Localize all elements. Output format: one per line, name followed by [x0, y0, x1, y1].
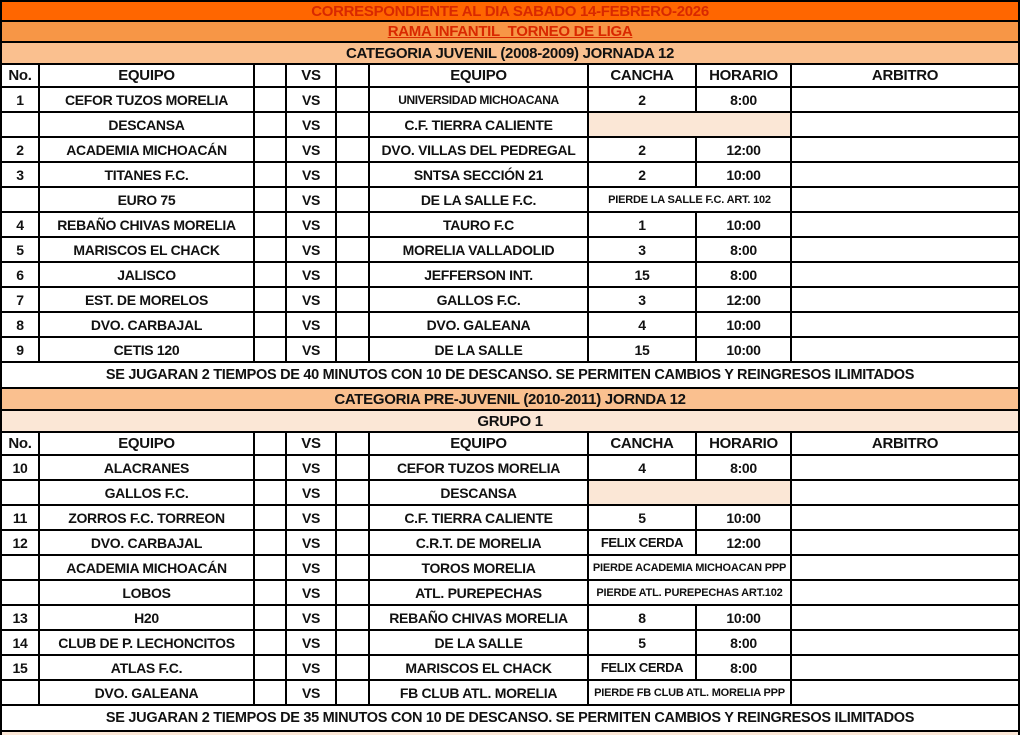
row-number-cell	[1, 112, 39, 137]
spacer-cell	[336, 555, 369, 580]
arbitro-cell	[791, 630, 1019, 655]
result-note-cell: PIERDE ATL. PUREPECHAS ART.102	[588, 580, 791, 605]
spacer-cell	[336, 655, 369, 680]
arbitro-cell	[791, 555, 1019, 580]
row-number-cell	[1, 480, 39, 505]
home-team-cell: H20	[39, 605, 254, 630]
cancha-cell: FELIX CERDA	[588, 655, 696, 680]
vs-cell: VS	[286, 655, 336, 680]
vs-cell: VS	[286, 505, 336, 530]
match-row	[1, 555, 1019, 580]
vs-cell: VS	[286, 87, 336, 112]
group-title: GRUPO 1	[1, 410, 1019, 432]
home-team-cell: JALISCO	[39, 262, 254, 287]
home-team-cell: ACADEMIA MICHOACÁN	[39, 137, 254, 162]
column-header-vs: VS	[286, 64, 336, 87]
spacer-cell	[336, 112, 369, 137]
column-header-cancha: CANCHA	[588, 432, 696, 455]
home-team-cell: CEFOR TUZOS MORELIA	[39, 87, 254, 112]
row-number-cell: 7	[1, 287, 39, 312]
spacer-cell	[336, 312, 369, 337]
match-row	[1, 455, 1019, 480]
column-header-equipo-away: EQUIPO	[369, 64, 588, 87]
row-number-cell: 15	[1, 655, 39, 680]
spacer-header-cell	[254, 432, 286, 455]
home-team-cell: DESCANSA	[39, 112, 254, 137]
arbitro-cell	[791, 87, 1019, 112]
spacer-cell	[254, 312, 286, 337]
arbitro-cell	[791, 337, 1019, 362]
column-header-row	[1, 64, 1019, 87]
cancha-cell: 3	[588, 287, 696, 312]
vs-cell: VS	[286, 480, 336, 505]
horario-cell: 12:00	[696, 137, 791, 162]
horario-cell: 8:00	[696, 237, 791, 262]
away-team-cell: DE LA SALLE	[369, 630, 588, 655]
away-team-cell: FB CLUB ATL. MORELIA	[369, 680, 588, 705]
away-team-cell: JEFFERSON INT.	[369, 262, 588, 287]
arbitro-cell	[791, 530, 1019, 555]
category-header-row	[1, 42, 1019, 64]
match-row	[1, 212, 1019, 237]
horario-cell: 10:00	[696, 505, 791, 530]
vs-cell: VS	[286, 112, 336, 137]
column-header-horario: HORARIO	[696, 64, 791, 87]
away-team-cell: DE LA SALLE	[369, 337, 588, 362]
arbitro-cell	[791, 212, 1019, 237]
spacer-cell	[254, 530, 286, 555]
spacer-cell	[336, 287, 369, 312]
result-note-cell: PIERDE LA SALLE F.C. ART. 102	[588, 187, 791, 212]
match-row	[1, 187, 1019, 212]
spacer-cell	[254, 237, 286, 262]
section-note-row	[1, 705, 1019, 731]
spacer-cell	[254, 112, 286, 137]
spacer-cell	[336, 580, 369, 605]
horario-cell: 8:00	[696, 455, 791, 480]
home-team-cell: CETIS 120	[39, 337, 254, 362]
row-number-cell: 10	[1, 455, 39, 480]
horario-cell: 8:00	[696, 630, 791, 655]
away-team-cell: DVO. VILLAS DEL PEDREGAL	[369, 137, 588, 162]
cancha-cell: 4	[588, 455, 696, 480]
home-team-cell: DVO. CARBAJAL	[39, 530, 254, 555]
vs-cell: VS	[286, 262, 336, 287]
cancha-cell: 5	[588, 630, 696, 655]
row-number-cell: 6	[1, 262, 39, 287]
match-row	[1, 337, 1019, 362]
spacer-cell	[336, 680, 369, 705]
section-note-text: SE JUGARAN 2 TIEMPOS DE 35 MINUTOS CON 10 DE DESCANSO. SE PERMITEN CAMBIOS Y REINGRESOS ILIMITADOS	[1, 705, 1019, 731]
next-group-row-partial	[1, 731, 1019, 735]
home-team-cell: ZORROS F.C. TORREON	[39, 505, 254, 530]
cancha-cell: 2	[588, 137, 696, 162]
away-team-cell: DE LA SALLE F.C.	[369, 187, 588, 212]
horario-cell: 8:00	[696, 87, 791, 112]
column-header-arbitro: ARBITRO	[791, 64, 1019, 87]
cancha-cell: FELIX CERDA	[588, 530, 696, 555]
match-row	[1, 480, 1019, 505]
match-row	[1, 162, 1019, 187]
horario-cell: 10:00	[696, 312, 791, 337]
spacer-cell	[254, 337, 286, 362]
banner-date-text: CORRESPONDIENTE AL DIA SABADO 14-FEBRERO-2026	[1, 1, 1019, 21]
row-number-cell	[1, 555, 39, 580]
match-row	[1, 605, 1019, 630]
arbitro-cell	[791, 505, 1019, 530]
row-number-cell: 4	[1, 212, 39, 237]
away-team-cell: SNTSA SECCIÓN 21	[369, 162, 588, 187]
column-header-row	[1, 432, 1019, 455]
spacer-cell	[336, 505, 369, 530]
spacer-cell	[254, 87, 286, 112]
spacer-cell	[254, 680, 286, 705]
spacer-cell	[254, 580, 286, 605]
row-number-cell: 5	[1, 237, 39, 262]
row-number-cell: 9	[1, 337, 39, 362]
arbitro-cell	[791, 455, 1019, 480]
column-header-vs: VS	[286, 432, 336, 455]
column-header-cancha: CANCHA	[588, 64, 696, 87]
spacer-cell	[254, 212, 286, 237]
column-header-equipo-away: EQUIPO	[369, 432, 588, 455]
away-team-cell: C.F. TIERRA CALIENTE	[369, 112, 588, 137]
away-team-cell: DESCANSA	[369, 480, 588, 505]
vs-cell: VS	[286, 605, 336, 630]
arbitro-cell	[791, 312, 1019, 337]
away-team-cell: MORELIA VALLADOLID	[369, 237, 588, 262]
spacer-cell	[336, 337, 369, 362]
vs-cell: VS	[286, 555, 336, 580]
spacer-cell	[254, 555, 286, 580]
spacer-cell	[336, 455, 369, 480]
cancha-cell: 2	[588, 87, 696, 112]
spacer-cell	[254, 630, 286, 655]
match-row	[1, 630, 1019, 655]
spacer-cell	[336, 212, 369, 237]
home-team-cell: TITANES F.C.	[39, 162, 254, 187]
away-team-cell: CEFOR TUZOS MORELIA	[369, 455, 588, 480]
spacer-cell	[336, 605, 369, 630]
vs-cell: VS	[286, 287, 336, 312]
arbitro-cell	[791, 262, 1019, 287]
category-prejuvenil-title: CATEGORIA PRE-JUVENIL (2010-2011) JORNDA 12	[1, 388, 1019, 410]
banner-date-row	[1, 1, 1019, 21]
away-team-cell: REBAÑO CHIVAS MORELIA	[369, 605, 588, 630]
home-team-cell: GALLOS F.C.	[39, 480, 254, 505]
banner-league-row	[1, 21, 1019, 42]
spacer-cell	[254, 655, 286, 680]
vs-cell: VS	[286, 680, 336, 705]
vs-cell: VS	[286, 455, 336, 480]
arbitro-cell	[791, 655, 1019, 680]
spacer-cell	[254, 505, 286, 530]
spacer-cell	[336, 162, 369, 187]
banner-league-title: RAMA INFANTIL TORNEO DE LIGA	[1, 21, 1019, 42]
horario-cell: 8:00	[696, 262, 791, 287]
vs-cell: VS	[286, 237, 336, 262]
spacer-cell	[336, 262, 369, 287]
home-team-cell: DVO. CARBAJAL	[39, 312, 254, 337]
cancha-cell: 3	[588, 237, 696, 262]
horario-cell: 12:00	[696, 530, 791, 555]
home-team-cell: DVO. GALEANA	[39, 680, 254, 705]
row-number-cell	[1, 580, 39, 605]
column-header-equipo-home: EQUIPO	[39, 64, 254, 87]
horario-cell: 10:00	[696, 162, 791, 187]
spacer-cell	[254, 480, 286, 505]
vs-cell: VS	[286, 137, 336, 162]
column-header-horario: HORARIO	[696, 432, 791, 455]
column-header-no: No.	[1, 432, 39, 455]
cancha-cell: 8	[588, 605, 696, 630]
match-row	[1, 112, 1019, 137]
vs-cell: VS	[286, 162, 336, 187]
home-team-cell: EURO 75	[39, 187, 254, 212]
away-team-cell: ATL. PUREPECHAS	[369, 580, 588, 605]
arbitro-cell	[791, 480, 1019, 505]
horario-cell: 8:00	[696, 655, 791, 680]
result-note-cell: PIERDE ACADEMIA MICHOACAN PPP	[588, 555, 791, 580]
arbitro-cell	[791, 580, 1019, 605]
horario-cell: 12:00	[696, 287, 791, 312]
spacer-cell	[336, 530, 369, 555]
horario-cell: 10:00	[696, 337, 791, 362]
away-team-cell: UNIVERSIDAD MICHOACANA	[369, 87, 588, 112]
match-row	[1, 680, 1019, 705]
row-number-cell: 8	[1, 312, 39, 337]
cancha-cell: 2	[588, 162, 696, 187]
arbitro-cell	[791, 605, 1019, 630]
away-team-cell: TAURO F.C	[369, 212, 588, 237]
home-team-cell: CLUB DE P. LECHONCITOS	[39, 630, 254, 655]
home-team-cell: LOBOS	[39, 580, 254, 605]
row-number-cell: 3	[1, 162, 39, 187]
column-header-no: No.	[1, 64, 39, 87]
spacer-cell	[336, 630, 369, 655]
away-team-cell: C.F. TIERRA CALIENTE	[369, 505, 588, 530]
away-team-cell: DVO. GALEANA	[369, 312, 588, 337]
row-number-cell: 14	[1, 630, 39, 655]
column-header-arbitro: ARBITRO	[791, 432, 1019, 455]
home-team-cell: MARISCOS EL CHACK	[39, 237, 254, 262]
home-team-cell: EST. DE MORELOS	[39, 287, 254, 312]
section-note-row	[1, 362, 1019, 388]
row-number-cell: 2	[1, 137, 39, 162]
spacer-cell	[254, 605, 286, 630]
cancha-cell: 15	[588, 337, 696, 362]
match-row	[1, 262, 1019, 287]
arbitro-cell	[791, 137, 1019, 162]
cancha-cell: 1	[588, 212, 696, 237]
spacer-cell	[336, 237, 369, 262]
horario-cell: 10:00	[696, 605, 791, 630]
spacer-cell	[336, 87, 369, 112]
section-note-text: SE JUGARAN 2 TIEMPOS DE 40 MINUTOS CON 10 DE DESCANSO. SE PERMITEN CAMBIOS Y REINGRESOS ILIMITADOS	[1, 362, 1019, 388]
match-row	[1, 312, 1019, 337]
result-note-cell: PIERDE FB CLUB ATL. MORELIA PPP	[588, 680, 791, 705]
away-team-cell: GALLOS F.C.	[369, 287, 588, 312]
match-row	[1, 87, 1019, 112]
spacer-header-cell	[336, 64, 369, 87]
match-row	[1, 530, 1019, 555]
away-team-cell: C.R.T. DE MORELIA	[369, 530, 588, 555]
spacer-cell	[254, 455, 286, 480]
next-group-strip	[1, 731, 1019, 735]
home-team-cell: ALACRANES	[39, 455, 254, 480]
category-header-row	[1, 388, 1019, 410]
arbitro-cell	[791, 162, 1019, 187]
vs-cell: VS	[286, 530, 336, 555]
home-team-cell: REBAÑO CHIVAS MORELIA	[39, 212, 254, 237]
arbitro-cell	[791, 187, 1019, 212]
spacer-cell	[254, 187, 286, 212]
spacer-header-cell	[254, 64, 286, 87]
match-row	[1, 287, 1019, 312]
result-note-cell	[588, 112, 791, 137]
cancha-cell: 5	[588, 505, 696, 530]
spacer-cell	[336, 137, 369, 162]
match-row	[1, 137, 1019, 162]
row-number-cell: 1	[1, 87, 39, 112]
spacer-cell	[254, 162, 286, 187]
spacer-cell	[254, 287, 286, 312]
match-row	[1, 237, 1019, 262]
column-header-equipo-home: EQUIPO	[39, 432, 254, 455]
arbitro-cell	[791, 287, 1019, 312]
row-number-cell: 11	[1, 505, 39, 530]
vs-cell: VS	[286, 312, 336, 337]
row-number-cell: 13	[1, 605, 39, 630]
home-team-cell: ATLAS F.C.	[39, 655, 254, 680]
category-juvenil-title: CATEGORIA JUVENIL (2008-2009) JORNADA 12	[1, 42, 1019, 64]
vs-cell: VS	[286, 212, 336, 237]
spacer-cell	[336, 187, 369, 212]
row-number-cell: 12	[1, 530, 39, 555]
match-row	[1, 655, 1019, 680]
spacer-cell	[254, 137, 286, 162]
group-header-row	[1, 410, 1019, 432]
spacer-cell	[254, 262, 286, 287]
row-number-cell	[1, 187, 39, 212]
vs-cell: VS	[286, 187, 336, 212]
match-row	[1, 580, 1019, 605]
arbitro-cell	[791, 112, 1019, 137]
away-team-cell: TOROS MORELIA	[369, 555, 588, 580]
vs-cell: VS	[286, 580, 336, 605]
spacer-cell	[336, 480, 369, 505]
row-number-cell	[1, 680, 39, 705]
cancha-cell: 4	[588, 312, 696, 337]
home-team-cell: ACADEMIA MICHOACÁN	[39, 555, 254, 580]
cancha-cell: 15	[588, 262, 696, 287]
away-team-cell: MARISCOS EL CHACK	[369, 655, 588, 680]
horario-cell: 10:00	[696, 212, 791, 237]
arbitro-cell	[791, 680, 1019, 705]
vs-cell: VS	[286, 630, 336, 655]
result-note-cell	[588, 480, 791, 505]
spacer-header-cell	[336, 432, 369, 455]
vs-cell: VS	[286, 337, 336, 362]
arbitro-cell	[791, 237, 1019, 262]
match-row	[1, 505, 1019, 530]
